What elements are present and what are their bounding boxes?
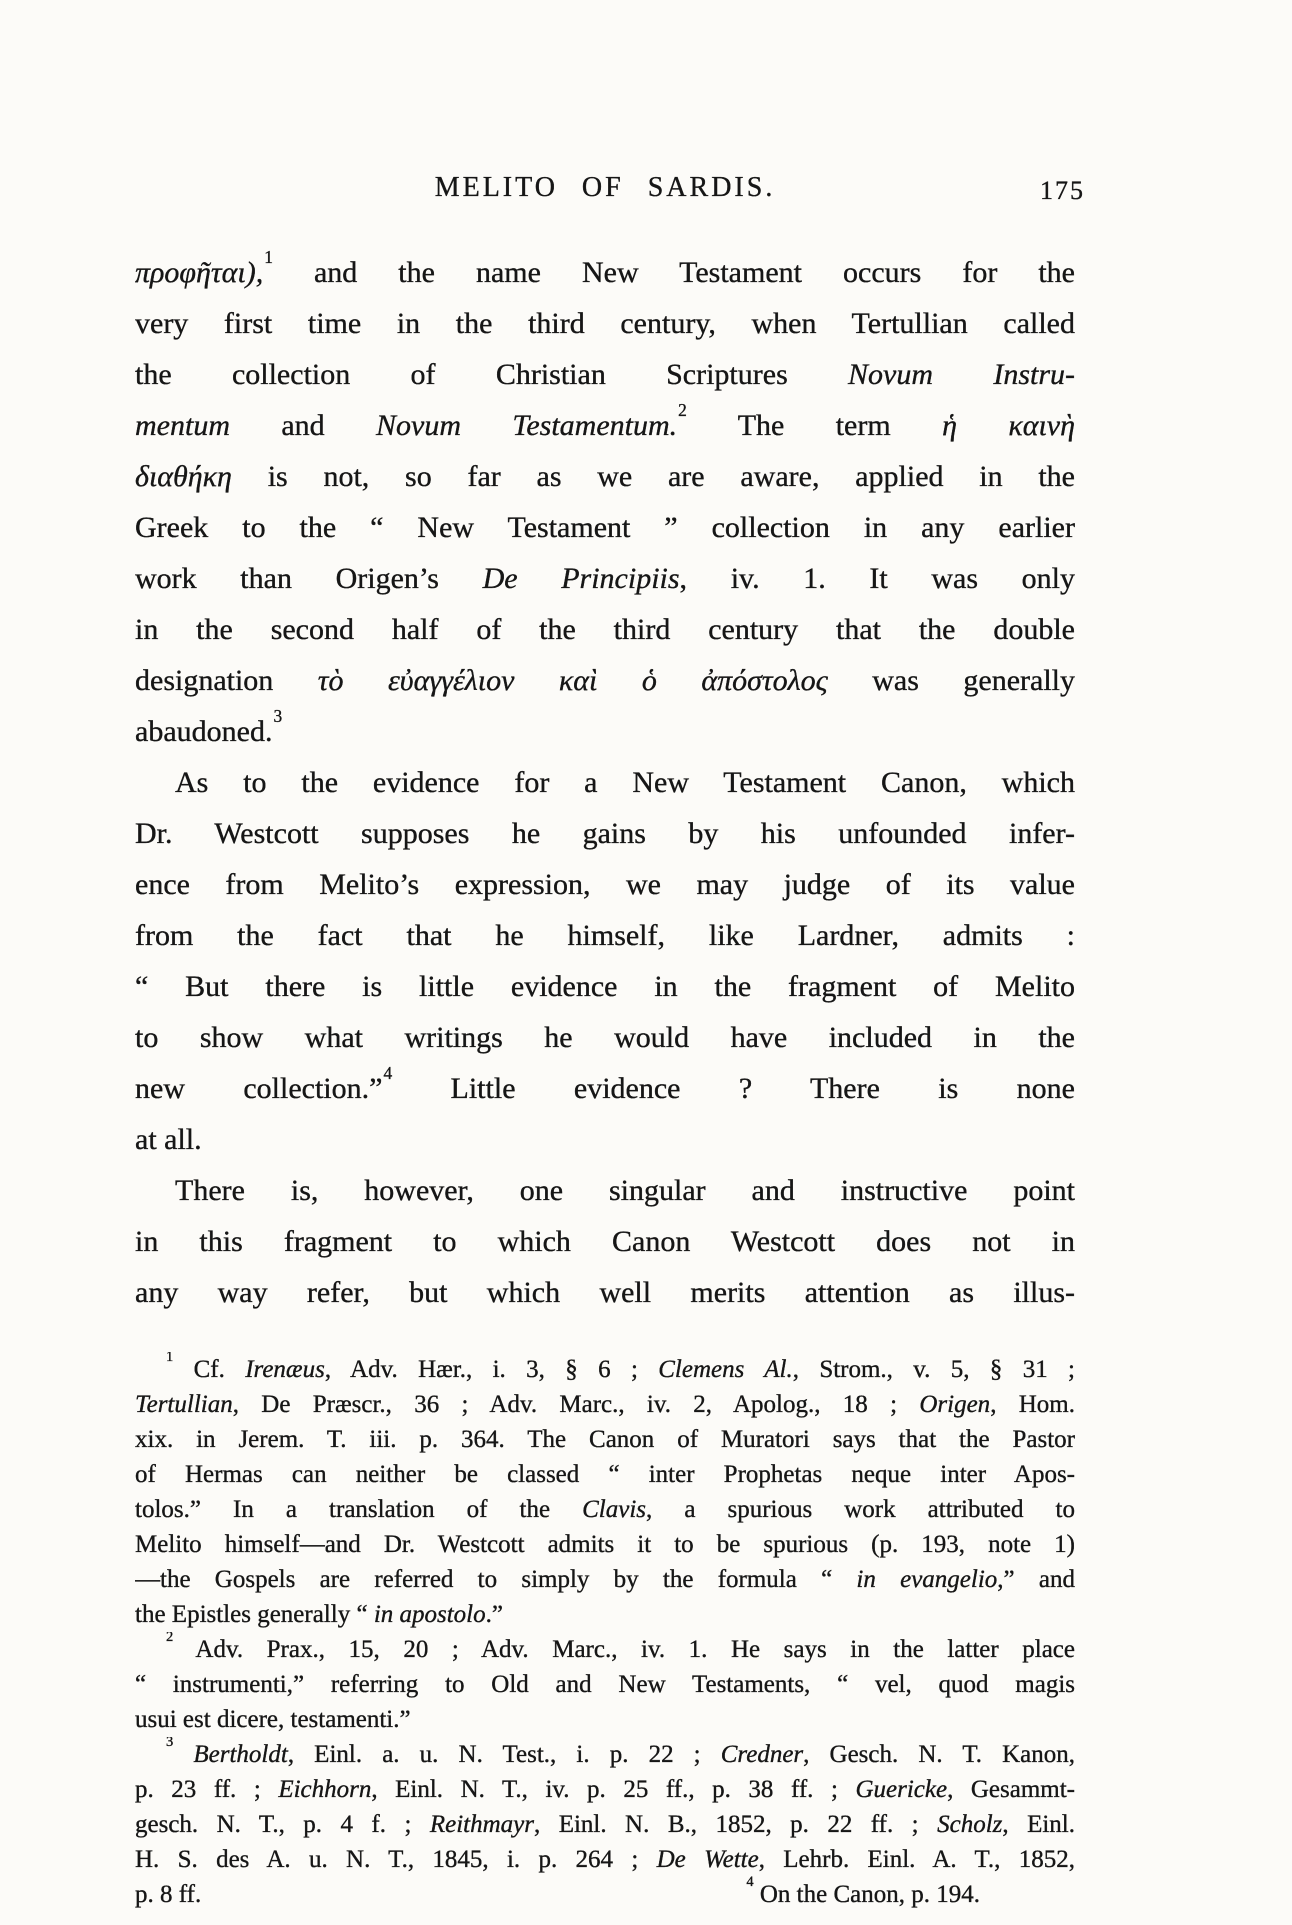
text-line: As to the evidence for a New Testament Canon, which: [175, 766, 1075, 799]
page-header: [135, 172, 1085, 216]
text-line: ence from Melito’s expression, we may judge of its value: [135, 868, 1075, 901]
text-line: any way refer, but which well merits attention as illus-: [135, 1276, 1075, 1309]
text-line: designation τὸ εὐαγγέλιον καὶ ὁ ἀπόστολος was generally: [135, 664, 1075, 697]
text-line: Tertullian, De Præscr., 36 ; Adv. Marc., iv. 2, Apolog., 18 ; Origen, Hom.: [135, 1391, 1075, 1418]
text-line: “ instrumenti,” referring to Old and New Testaments, “ vel, quod magis: [135, 1671, 1075, 1698]
text-line: from the fact that he himself, like Lardner, admits :: [135, 919, 1075, 952]
text-line: mentum and Novum Testamentum.$^2$ The term ἡ καινὴ: [135, 400, 1075, 442]
page-number: 175: [1040, 176, 1085, 205]
text-line: the collection of Christian Scriptures Novum Instru-: [135, 358, 1075, 391]
text-line: very first time in the third century, when Tertullian called: [135, 307, 1075, 340]
text-line: new collection.”$^4$ Little evidence ? There is none: [135, 1063, 1075, 1105]
text-line: $^2$ Adv. Prax., 15, 20 ; Adv. Marc., iv. 1. He says in the latter place: [166, 1632, 1075, 1663]
text-line: the Epistles generally “ in apostolo.”: [135, 1601, 503, 1628]
text-line: There is, however, one singular and instructive point: [175, 1174, 1075, 1207]
text-line: tolos.” In a translation of the Clavis, a spurious work attributed to: [135, 1496, 1075, 1523]
footnote4: $^4$ On the Canon, p. 194.: [746, 1874, 980, 1908]
text-line: Melito himself—and Dr. Westcott admits it to be spurious (p. 193, note 1): [135, 1531, 1075, 1558]
text-line: gesch. N. T., p. 4 f. ; Reithmayr, Einl. N. B., 1852, p. 22 ff. ; Scholz, Einl.: [135, 1811, 1075, 1838]
text-line: προφῆται),$^1$ and the name New Testament occurs for the: [135, 247, 1075, 289]
text-line: in this fragment to which Canon Westcott does not in: [135, 1225, 1075, 1258]
text-line: Greek to the “ New Testament ” collection in any earlier: [135, 511, 1075, 544]
text-line: p. 23 ff. ; Eichhorn, Einl. N. T., iv. p. 25 ff., p. 38 ff. ; Guericke, Gesammt-: [135, 1776, 1075, 1803]
text-line: abaudoned.$^3$: [135, 706, 283, 748]
text-line: H. S. des A. u. N. T., 1845, i. p. 264 ; De Wette, Lehrb. Einl. A. T., 1852,: [135, 1846, 1075, 1873]
text-line: $^1$ Cf. Irenæus, Adv. Hær., i. 3, § 6 ; Clemens Al., Strom., v. 5, § 31 ;: [166, 1352, 1075, 1383]
text-line: $^3$ Bertholdt, Einl. a. u. N. Test., i. p. 22 ; Credner, Gesch. N. T. Kanon,: [166, 1737, 1075, 1768]
text-line: διαθήκη is not, so far as we are aware, applied in the: [135, 460, 1075, 493]
text-line: at all.: [135, 1123, 202, 1156]
text-line: —the Gospels are referred to simply by the formula “ in evangelio,” and: [135, 1566, 1075, 1593]
text-line: of Hermas can neither be classed “ inter Prophetas neque inter Apos-: [135, 1461, 1075, 1488]
footnotes: [135, 1352, 1075, 1912]
footnote3-end: p. 8 ff.: [135, 1881, 202, 1908]
body-text: [135, 247, 1075, 1318]
text-line: “ But there is little evidence in the fragment of Melito: [135, 970, 1075, 1003]
text-line: work than Origen’s De Principiis, iv. 1. It was only: [135, 562, 1075, 595]
running-title: MELITO OF SARDIS.: [434, 172, 776, 203]
text-line: in the second half of the third century that the double: [135, 613, 1075, 646]
text-line: usui est dicere, testamenti.”: [135, 1706, 411, 1733]
footnote-last-line: [135, 1874, 1075, 1912]
text-line: xix. in Jerem. T. iii. p. 364. The Canon of Muratori says that the Pastor: [135, 1426, 1075, 1453]
text-line: to show what writings he would have included in the: [135, 1021, 1075, 1054]
text-line: Dr. Westcott supposes he gains by his unfounded infer-: [135, 817, 1075, 850]
